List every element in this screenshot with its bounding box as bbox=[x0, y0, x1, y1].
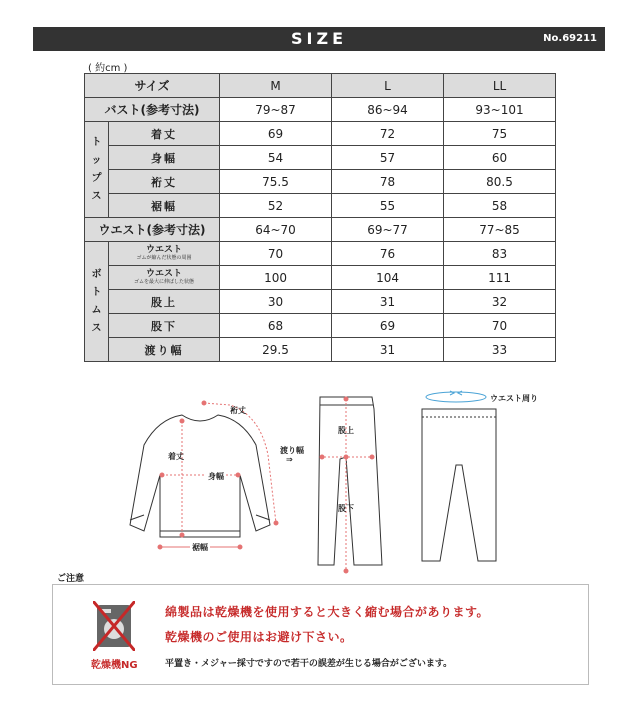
table-cell: 83 bbox=[444, 242, 556, 266]
caution-line-1: 綿製品は乾燥機を使用すると大きく縮む場合があります。 bbox=[165, 605, 490, 619]
bottoms-group-label: ボ ト ム ス bbox=[85, 242, 109, 362]
size-m-header: M bbox=[220, 74, 332, 98]
table-cell: 33 bbox=[444, 338, 556, 362]
measurement-diagrams bbox=[120, 385, 560, 585]
table-row bbox=[85, 122, 556, 146]
row-label: 渡り幅 bbox=[109, 338, 220, 362]
pants-front-diagram bbox=[412, 385, 512, 575]
table-row bbox=[85, 314, 556, 338]
row-label: 股上 bbox=[109, 290, 220, 314]
table-cell: 30 bbox=[220, 290, 332, 314]
table-cell: 76 bbox=[332, 242, 444, 266]
table-row bbox=[85, 98, 556, 122]
table-cell: 78 bbox=[332, 170, 444, 194]
row-label: 股下 bbox=[109, 314, 220, 338]
row-label: 身幅 bbox=[109, 146, 220, 170]
unit-note: ( 約cm ) bbox=[88, 63, 128, 74]
sleeve-length-label: 裄丈 bbox=[230, 406, 246, 415]
inseam-label: 股下 bbox=[338, 504, 354, 513]
table-cell: 31 bbox=[332, 290, 444, 314]
caution-line-3: 平置き・メジャー採寸ですので若干の誤差が生じる場合がございます。 bbox=[165, 659, 453, 669]
table-cell: 29.5 bbox=[220, 338, 332, 362]
thigh-arrow: ⇒ bbox=[286, 455, 293, 464]
table-cell: 70 bbox=[220, 242, 332, 266]
table-row bbox=[85, 74, 556, 98]
table-cell: 75 bbox=[444, 122, 556, 146]
table-cell: 60 bbox=[444, 146, 556, 170]
caution-line-2: 乾燥機のご使用はお避け下さい。 bbox=[165, 630, 353, 644]
size-ll-header: LL bbox=[444, 74, 556, 98]
table-row bbox=[85, 218, 556, 242]
table-cell: 54 bbox=[220, 146, 332, 170]
hem-width-label: 裾幅 bbox=[192, 543, 208, 552]
table-row bbox=[85, 290, 556, 314]
table-row bbox=[85, 146, 556, 170]
table-row bbox=[85, 194, 556, 218]
table-cell: 86~94 bbox=[332, 98, 444, 122]
table-row bbox=[85, 338, 556, 362]
table-cell: 52 bbox=[220, 194, 332, 218]
row-label: ウエスト ゴムが縮んだ状態の周囲 bbox=[109, 242, 220, 266]
size-header-cell: サイズ bbox=[85, 74, 220, 98]
table-cell: 80.5 bbox=[444, 170, 556, 194]
waist-label: ウエスト(参考寸法) bbox=[85, 218, 220, 242]
table-cell: 79~87 bbox=[220, 98, 332, 122]
pants-diagram bbox=[310, 395, 390, 575]
row-label: 着丈 bbox=[109, 122, 220, 146]
table-cell: 57 bbox=[332, 146, 444, 170]
table-cell: 32 bbox=[444, 290, 556, 314]
rise-label: 股上 bbox=[338, 426, 354, 435]
tops-group-label: ト ッ プ ス bbox=[85, 122, 109, 218]
table-cell: 72 bbox=[332, 122, 444, 146]
table-cell: 111 bbox=[444, 266, 556, 290]
size-l-header: L bbox=[332, 74, 444, 98]
table-cell: 55 bbox=[332, 194, 444, 218]
table-cell: 77~85 bbox=[444, 218, 556, 242]
table-cell: 75.5 bbox=[220, 170, 332, 194]
sweatshirt-diagram bbox=[120, 385, 280, 565]
row-label: 裄丈 bbox=[109, 170, 220, 194]
table-cell: 104 bbox=[332, 266, 444, 290]
product-code: No.69211 bbox=[543, 33, 597, 44]
table-cell: 58 bbox=[444, 194, 556, 218]
body-width-label: 身幅 bbox=[208, 472, 224, 481]
table-row bbox=[85, 242, 556, 266]
no-dryer-icon bbox=[93, 601, 135, 651]
table-cell: 93~101 bbox=[444, 98, 556, 122]
header-banner bbox=[33, 27, 605, 51]
waist-circumference-label: ウエスト周り bbox=[490, 394, 538, 403]
caution-box bbox=[52, 584, 589, 685]
table-cell: 68 bbox=[220, 314, 332, 338]
table-row bbox=[85, 170, 556, 194]
row-label: ウエスト ゴムを最大に伸ばした状態 bbox=[109, 266, 220, 290]
bust-label: バスト(参考寸法) bbox=[85, 98, 220, 122]
table-cell: 64~70 bbox=[220, 218, 332, 242]
table-cell: 70 bbox=[444, 314, 556, 338]
table-cell: 100 bbox=[220, 266, 332, 290]
page-title: SIZE bbox=[290, 29, 347, 48]
thigh-width-label: 渡り幅 bbox=[280, 446, 304, 455]
size-table bbox=[84, 73, 556, 362]
table-cell: 69~77 bbox=[332, 218, 444, 242]
row-label: 裾幅 bbox=[109, 194, 220, 218]
body-length-label: 着丈 bbox=[168, 452, 184, 461]
table-cell: 69 bbox=[332, 314, 444, 338]
table-row bbox=[85, 266, 556, 290]
table-cell: 69 bbox=[220, 122, 332, 146]
dryer-ng-label: 乾燥機NG bbox=[91, 660, 138, 671]
table-cell: 31 bbox=[332, 338, 444, 362]
caution-title: ご注意 bbox=[57, 574, 85, 584]
